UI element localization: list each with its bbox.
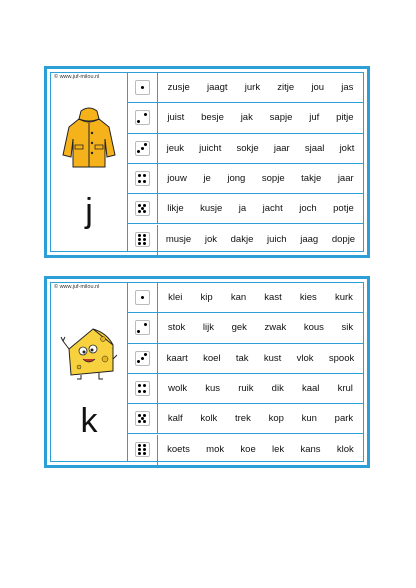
word: trek [235,413,251,425]
word: zitje [277,82,295,94]
word: pitje [336,112,354,124]
word: jou [311,82,325,94]
word-row [127,164,363,194]
dice-pip [138,204,141,207]
dice-cell [127,283,158,312]
word: dik [271,383,284,395]
word: juicht [199,142,222,154]
dice-pip [141,296,144,299]
dice-pip [143,452,146,455]
dice-pip [138,238,141,241]
dice-cell [127,134,158,163]
word: dakje [230,234,254,246]
word: kop [268,413,284,425]
dice-pip [143,384,146,387]
word: jeuk [166,142,185,154]
word: kus [205,383,221,395]
dice-pip [138,390,141,393]
dice-pip [143,238,146,241]
dice-1-icon [135,290,150,305]
word-list [158,164,363,193]
cheese-icon [59,315,119,381]
word: jong [227,173,246,185]
dice-4-icon [135,381,150,396]
word: kust [263,352,282,364]
dice-pip [137,330,140,333]
word-row [127,103,363,133]
dice-pip [143,444,146,447]
word-card-j [44,66,370,258]
card-inner [50,72,364,252]
word-row [127,344,363,374]
word-row [127,73,363,103]
word-list [158,435,363,465]
card-inner [50,282,364,462]
card-letter: k [80,402,98,440]
word: dopje [331,234,356,246]
dice-pip [138,174,141,177]
dice-pip [144,323,147,326]
word-list [158,194,363,223]
word: besje [201,112,224,124]
word: tak [235,352,249,364]
dice-pip [138,384,141,387]
word: spook [328,352,355,364]
dice-pip [138,242,141,245]
word-list [158,313,363,342]
dice-pip [141,147,144,150]
word-list [158,73,363,102]
word-list [158,134,363,163]
word: kurk [334,292,353,304]
dice-1-icon [135,80,150,95]
word: sapje [269,112,293,124]
word: kusje [200,203,223,215]
card-left-panel [51,73,128,251]
word: klok [336,444,354,456]
word: jokt [339,142,355,154]
card-letter: j [85,192,93,230]
word: koets [167,444,190,456]
word: kans [300,444,321,456]
word-row [127,374,363,404]
dice-cell [127,435,158,465]
dice-pip [137,360,140,363]
word: ja [238,203,247,215]
watermark: © www.juf-milou.nl [54,74,100,80]
dice-pip [143,174,146,177]
dice-4-icon [135,171,150,186]
dice-pip [137,120,140,123]
word: krul [337,383,353,395]
word: kun [301,413,317,425]
word: potje [333,203,354,215]
word: kip [200,292,213,304]
raincoat-icon [59,105,119,171]
dice-cell [127,404,158,433]
dice-cell [127,225,158,255]
word-row [127,225,363,255]
dice-6-icon [135,442,150,457]
dice-cell [127,344,158,373]
word: sokje [236,142,259,154]
word: stok [167,322,186,334]
dice-pip [141,357,144,360]
dice-pip [138,234,141,237]
word-row [127,134,363,164]
dice-5-icon [135,201,150,216]
dice-cell [127,103,158,132]
dice-pip [143,242,146,245]
watermark: © www.juf-milou.nl [54,284,100,290]
word: kolk [200,413,218,425]
dice-pip [138,452,141,455]
word: klei [168,292,183,304]
word-row [127,283,363,313]
card-left-panel [51,283,128,461]
dice-pip [143,180,146,183]
word-list [158,374,363,403]
dice-2-icon [135,110,150,125]
word: jacht [262,203,283,215]
dice-pip [138,448,141,451]
dice-pip [144,113,147,116]
word: vlok [296,352,314,364]
word-row [127,435,363,465]
word: koel [203,352,221,364]
word: jaar [337,173,354,185]
word: sjaal [304,142,325,154]
word-list [158,344,363,373]
word-row [127,194,363,224]
dice-pip [144,143,147,146]
word: jouw [167,173,187,185]
dice-cell [127,194,158,223]
word-row [127,404,363,434]
dice-5-icon [135,411,150,426]
dice-cell [127,374,158,403]
word: juf [309,112,320,124]
word: sik [341,322,354,334]
word: je [203,173,211,185]
word: jak [240,112,253,124]
dice-cell [127,313,158,342]
word: koe [240,444,256,456]
word: sopje [261,173,285,185]
dice-pip [138,414,141,417]
word: mok [206,444,225,456]
word: likje [167,203,184,215]
word: ruik [238,383,254,395]
word: zusje [167,82,190,94]
word: kous [303,322,324,334]
word: gek [231,322,247,334]
word-row [127,313,363,343]
word: kalf [167,413,183,425]
dice-pip [143,414,146,417]
dice-cell [127,73,158,102]
dice-pip [143,210,146,213]
word-list [158,103,363,132]
word: zwak [264,322,287,334]
dice-pip [143,204,146,207]
word: kan [230,292,247,304]
word-grid [127,73,363,251]
dice-pip [138,420,141,423]
word-list [158,225,363,255]
dice-pip [143,234,146,237]
word: jok [204,234,217,246]
word: jaagt [206,82,228,94]
word: juich [267,234,287,246]
word: kies [299,292,317,304]
word: kaart [166,352,188,364]
word: wolk [168,383,188,395]
dice-3-icon [135,141,150,156]
word: jaag [300,234,319,246]
dice-pip [143,448,146,451]
dice-pip [138,180,141,183]
dice-pip [137,150,140,153]
word: park [334,413,354,425]
word: kast [264,292,282,304]
word: joch [299,203,317,215]
dice-pip [138,444,141,447]
dice-pip [141,86,144,89]
word: jaar [273,142,290,154]
word: lek [272,444,285,456]
dice-pip [144,353,147,356]
dice-2-icon [135,320,150,335]
word: lijk [202,322,214,334]
word-card-k [44,276,370,468]
dice-pip [143,390,146,393]
word: takje [301,173,322,185]
word-list [158,283,363,312]
dice-3-icon [135,351,150,366]
word: juist [167,112,185,124]
word-grid [127,283,363,461]
dice-pip [138,210,141,213]
word: jas [341,82,354,94]
dice-pip [143,420,146,423]
word: jurk [244,82,261,94]
word-list [158,404,363,433]
dice-cell [127,164,158,193]
dice-6-icon [135,232,150,247]
word: kaal [301,383,320,395]
word: musje [165,234,192,246]
